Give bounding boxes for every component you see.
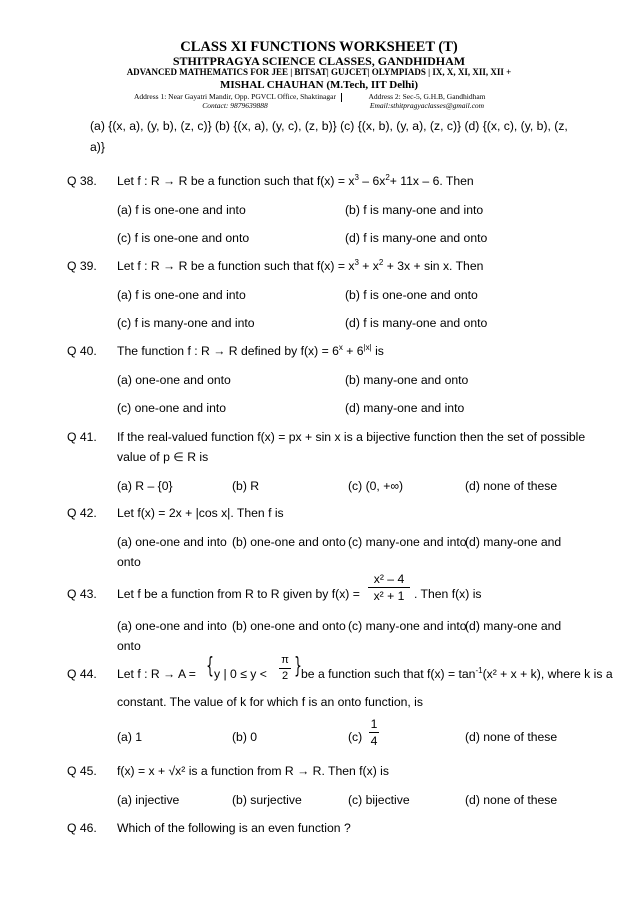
q44-pi-fraction [279,655,291,682]
email: Email:sthitpragyaclasses@gmail.com [369,100,485,110]
q39-text: Let f : R → R be a function such that $f(x) = x^3 + x^2 + 3x + \sin x$. Then [117,258,484,273]
q39-option-b: (b) f is one-one and onto [345,288,478,302]
q39-option-d: (d) f is many-one and onto [345,316,488,330]
institute-name: STHITPRAGYA SCIENCE CLASSES, GANDHIDHAM [172,54,466,68]
q43-number: Q 43. [67,587,97,601]
q43-option-a: (a) one-one and into [117,619,227,633]
q44-right-brace: } [294,654,302,679]
q45-text: f(x) = x + √x² is a function from R → R. Then f(x) is [117,764,389,778]
q41-option-c: (c) (0, +∞) [348,479,404,493]
q44-option-c: (c) [348,730,363,744]
q41-option-d: (d) none of these [465,479,558,493]
q43-text-post: . Then f(x) is [414,587,482,601]
q45-option-c: (c) bijective [348,793,410,807]
address-1: Address 1: Near Gayatri Mandir, Opp. PGVCL Office, Shaktinagar [134,92,336,101]
q39-option-c: (c) f is many-one and into [117,316,255,330]
q38-option-c: (c) f is one-one and onto [117,231,250,245]
q45-option-d: (d) none of these [465,793,558,807]
q40-option-a: (a) one-one and onto [117,373,231,387]
q44-c-numerator: 1 [370,717,378,731]
q44-text-post: be a function such that $f(x) = \tan^{-1}(x^2 + x + k)$, where k is a [301,666,613,681]
q44-c-fraction [369,718,379,747]
q42-option-b: (b) one-one and onto [232,535,346,549]
worksheet-title: CLASS XI FUNCTIONS WORKSHEET (T) [180,39,458,55]
q45-number: Q 45. [67,764,97,778]
q44-text-line2: constant. The value of k for which f is an onto function, is [117,695,423,709]
q40-option-c: (c) one-one and into [117,401,227,415]
q38-option-b: (b) f is many-one and into [345,203,484,217]
q38-number: Q 38. [67,174,97,188]
q40-option-b: (b) many-one and onto [345,373,469,387]
q40-text: The function f : R → R defined by $f(x) = 6^x + 6^{|x|}$ is [117,343,384,358]
q39-option-a: (a) f is one-one and into [117,288,246,302]
q38-option-a: (a) f is one-one and into [117,203,246,217]
q41-number: Q 41. [67,430,97,444]
q41-option-a: (a) R – {0} [117,479,173,493]
q41-option-b: (b) R [232,479,260,493]
q38-text: Let f : R → R be a function such that $f(x) = x^3 - 6x^2+ 11x - 6$. Then [117,173,474,188]
address-2: Address 2: Sec-5, G.H.B, Gandhidham [368,92,486,101]
q40-option-d: (d) many-one and into [345,401,465,415]
q43-option-d: (d) many-one and [465,619,562,633]
address-2-block [342,93,512,110]
prev-options-line1: (a) {(x, a), (y, b), (z, c)} (b) {(x, a), (y, c), (z, b)} (c) {(x, b), (y, a), (z, c)} (d) {(x, c), (y, b), (z, [90,119,568,133]
q43-fraction [368,573,410,602]
q46-number: Q 46. [67,821,97,835]
q44-option-d: (d) none of these [465,730,558,744]
q43-denominator: x² + 1 [373,589,405,604]
q44-left-brace: { [206,654,214,679]
q43-numerator: x² – 4 [373,572,405,586]
q43-fraction-bar [368,587,410,588]
q43-text-pre: Let f be a function from R to R given by f(x) = [117,587,360,601]
q44-c-denominator: 4 [370,734,378,749]
teacher-name: MISHAL CHAUHAN (M.Tech, IIT Delhi) [219,79,419,91]
q44-option-a: (a) 1 [117,730,143,744]
q42-number: Q 42. [67,506,97,520]
q44-number: Q 44. [67,667,97,681]
q44-set: y | 0 ≤ y < [214,667,267,681]
q43-option-b: (b) one-one and onto [232,619,346,633]
q41-text-line1: If the real-valued function f(x) = px + sin x is a bijective function then the set of possible [117,430,586,444]
q46-text: Which of the following is an even function ? [117,821,351,835]
q44-pi: π [281,654,289,666]
q43-option-d-cont: onto [117,639,141,653]
q41-text-line2: value of p ∈ R is [117,450,209,464]
q42-text: Let f(x) = 2x + |cos x|. Then f is [117,506,284,520]
q44-fraction-bar [279,668,291,669]
q44-c-fraction-bar [369,732,379,733]
q45-option-b: (b) surjective [232,793,302,807]
q42-option-a: (a) one-one and into [117,535,227,549]
q45-option-a: (a) injective [117,793,180,807]
q44-two: 2 [281,670,289,682]
q42-option-d: (d) many-one and [465,535,562,549]
q43-option-c: (c) many-one and into [348,619,467,633]
prev-options-line2: a)} [90,140,105,154]
q39-number: Q 39. [67,259,97,273]
q42-option-d-cont: onto [117,555,141,569]
q44-text-pre: Let f : R → A = [117,667,196,681]
address-1-block [130,93,340,110]
q38-option-d: (d) f is many-one and onto [345,231,488,245]
q42-option-c: (c) many-one and into [348,535,467,549]
q44-option-b: (b) 0 [232,730,258,744]
contact: Contact: 9879639888 [202,100,268,110]
q40-number: Q 40. [67,344,97,358]
tagline: ADVANCED MATHEMATICS FOR JEE | BITSAT| GUJCET| OLYMPIADS | IX, X, XI, XII, XII + [126,67,512,77]
